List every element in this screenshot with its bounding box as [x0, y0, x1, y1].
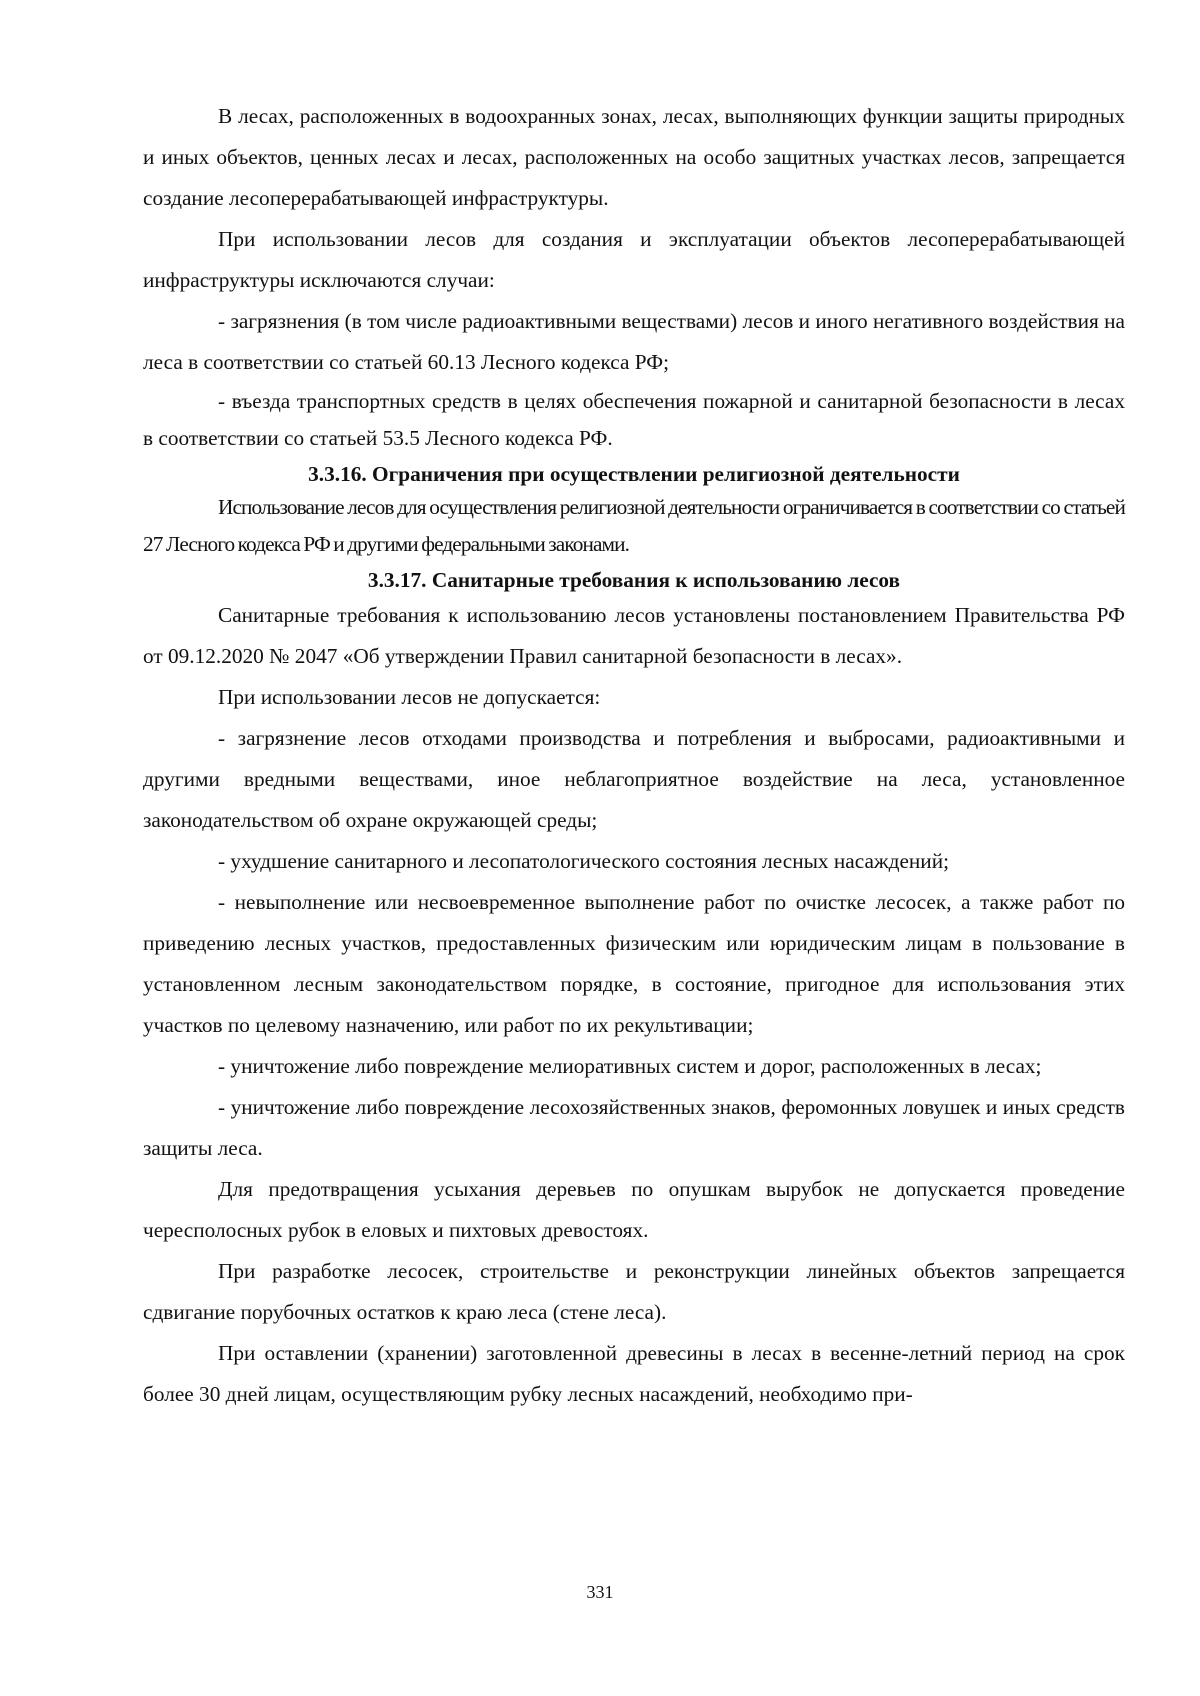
paragraph-sanitary-requirements: Санитарные требования к использованию лесов установлены постановлением Правительства РФ от 09.12.2020 № 2047 «Об утверждении Правил санитарной безопасности в лесах».: [143, 603, 1125, 668]
paragraph-logging-residues: При разработке лесосек, строительстве и реконструкции линейных объектов запрещается сдвигание порубочных остатков к краю леса (стене леса).: [143, 1259, 1125, 1324]
paragraph-timber-storage: При оставлении (хранении) заготовленной древесины в лесах в весенне-летний период на срок более 30 дней лицам, осуществляющим рубку лесных насаждений, необходимо при-: [143, 1341, 1125, 1406]
section-heading-3-3-17: 3.3.17. Санитарные требования к использованию лесов: [367, 568, 901, 592]
paragraph-reclamation-systems-item: - уничтожение либо повреждение мелиоративных систем и дорог, расположенных в лесах;: [218, 1054, 1042, 1078]
section-heading-3-3-16: 3.3.16. Ограничения при осуществлении религиозной деятельности: [308, 462, 960, 486]
document-page: [143, 96, 1125, 1415]
page-number: 331: [586, 1582, 614, 1602]
paragraph-water-protection-zones: В лесах, расположенных в водоохранных зонах, лесах, выполняющих функции защиты природных и иных объектов, ценных лесах и лесах, расположенных на особо защитных участках лесов, запрещается создание лесоперерабатывающей инфраструктуры.: [143, 104, 1125, 210]
paragraph-infrastructure-exclusions: При использовании лесов для создания и эксплуатации объектов лесоперерабатывающей инфраструктуры исключаются случаи:: [143, 227, 1125, 292]
paragraph-sanitary-condition-item: - ухудшение санитарного и лесопатологического состояния лесных насаждений;: [218, 849, 950, 873]
paragraph-tree-drying-prevention: Для предотвращения усыхания деревьев по опушкам вырубок не допускается проведение чересполосных рубок в еловых и пихтовых древостоях.: [143, 1177, 1125, 1242]
paragraph-not-allowed-intro: При использовании лесов не допускается:: [218, 685, 601, 709]
paragraph-pollution-waste-item: - загрязнение лесов отходами производства и потребления и выбросами, радиоактивными и другими вредными веществами, иное неблагоприятное воздействие на леса, установленное законодательством об охране окружающей среды;: [143, 726, 1125, 832]
paragraph-religious-activity: Использование лесов для осуществления религиозной деятельности ограничивается в соответствии со статьей 27 Лесного кодекса РФ и другими федеральными законами.: [143, 495, 1125, 556]
paragraph-pollution-item: - загрязнения (в том числе радиоактивными веществами) лесов и иного негативного воздействия на леса в соответствии со статьей 60.13 Лесного кодекса РФ;: [143, 309, 1125, 374]
paragraph-forest-signs-item: - уничтожение либо повреждение лесохозяйственных знаков, феромонных ловушек и иных средств защиты леса.: [143, 1095, 1125, 1160]
paragraph-cleanup-works-item: - невыполнение или несвоевременное выполнение работ по очистке лесосек, а также работ по приведению лесных участков, предоставленных физическим или юридическим лицам в пользование в установленном лесным законодательством порядке, в состояние, пригодное для использования этих участков по целевому назначению, или работ по их рекультивации;: [143, 890, 1125, 1037]
paragraph-vehicle-entry-item: - въезда транспортных средств в целях обеспечения пожарной и санитарной безопасности в лесах в соответствии со статьей 53.5 Лесного кодекса РФ.: [143, 389, 1125, 450]
